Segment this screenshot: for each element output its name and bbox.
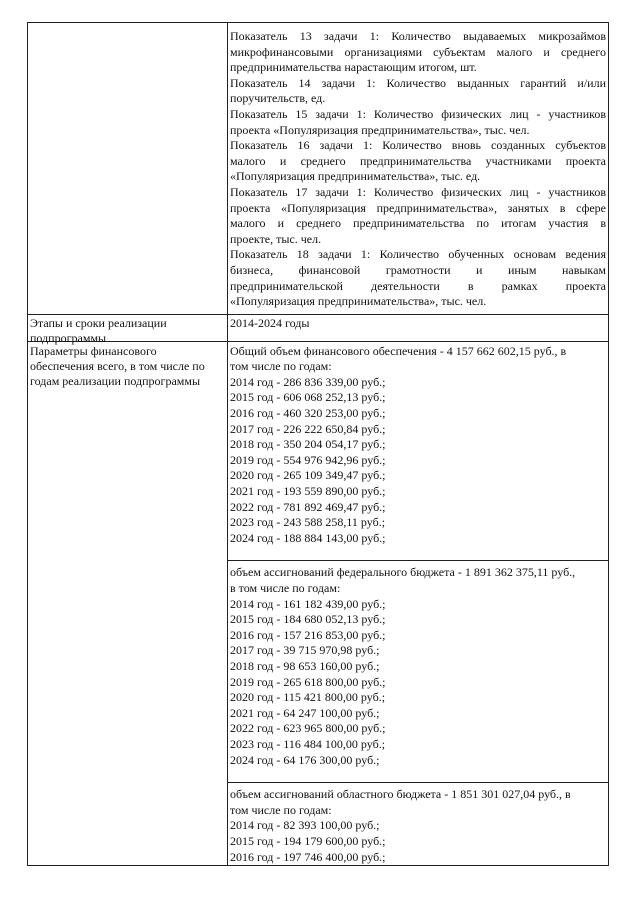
funding-year-line: 2016 год - 460 320 253,00 руб.; — [230, 406, 386, 421]
stages-label-line: подпрограммы — [30, 330, 107, 345]
stages-value: 2014-2024 годы — [230, 315, 310, 330]
indicator-line: микрофинансовыми организациями субъектам малого и среднего — [230, 44, 606, 59]
funding-block — [228, 782, 608, 865]
funding-year-line: 2022 год - 781 892 469,47 руб.; — [230, 499, 386, 514]
indicator-item — [230, 185, 606, 247]
funding-year-line: 2014 год - 286 836 339,00 руб.; — [230, 374, 386, 389]
indicator-line-last: проекта «Популяризация предпринимательства», тыс. чел. — [230, 122, 530, 137]
subprogram-passport-table — [27, 22, 609, 866]
indicator-line: Показатель 14 задачи 1: Количество выданных гарантий и/или — [230, 75, 606, 90]
funding-block — [228, 560, 608, 782]
funding-label-cell — [28, 342, 228, 865]
indicator-line: Показатель 18 задачи 1: Количество обученных основам ведения — [230, 247, 606, 262]
funding-year-line: 2015 год - 184 680 052,13 руб.; — [230, 612, 386, 627]
funding-year-line: 2023 год - 116 484 100,00 руб.; — [230, 736, 386, 751]
indicator-line-last: «Популяризация предпринимательства», тыс. чел. — [230, 294, 487, 309]
indicator-item — [230, 76, 606, 107]
indicator-line: Показатель 16 задачи 1: Количество вновь созданных субъектов — [230, 138, 606, 153]
indicator-item — [230, 247, 606, 309]
funding-label-line: годам реализации подпрограммы — [30, 373, 201, 388]
indicator-line: проекта «Популяризация предпринимательства», занятых в сфере — [230, 200, 606, 215]
funding-year-line: 2020 год - 265 109 349,47 руб.; — [230, 468, 386, 483]
funding-year-line: 2017 год - 226 222 650,84 руб.; — [230, 421, 386, 436]
funding-year-line: 2017 год - 39 715 970,98 руб.; — [230, 643, 380, 658]
funding-year-line: 2024 год - 188 884 143,00 руб.; — [230, 530, 386, 545]
indicator-line: Показатель 15 задачи 1: Количество физических лиц - участников — [230, 106, 606, 121]
indicator-line: бизнеса, финансовой грамотности и иным навыкам — [230, 262, 606, 277]
funding-label-line: Параметры финансового — [30, 343, 157, 358]
funding-block — [228, 342, 608, 561]
funding-block-heading: том числе по годам: — [230, 802, 332, 817]
indicator-item — [230, 29, 606, 76]
funding-year-line: 2021 год - 64 247 100,00 руб.; — [230, 705, 380, 720]
funding-year-line: 2015 год - 194 179 600,00 руб.; — [230, 833, 386, 848]
funding-row — [28, 341, 608, 865]
indicator-line-last: «Популяризация предпринимательства», тыс. ед. — [230, 169, 481, 184]
stages-value-cell — [228, 315, 608, 341]
funding-year-line: 2022 год - 623 965 800,00 руб.; — [230, 721, 386, 736]
indicator-line: Показатель 17 задачи 1: Количество физических лиц - участников — [230, 184, 606, 199]
funding-year-line: 2014 год - 161 182 439,00 руб.; — [230, 596, 386, 611]
funding-year-line: 2023 год - 243 588 258,11 руб.; — [230, 515, 386, 530]
funding-year-line: 2016 год - 157 216 853,00 руб.; — [230, 627, 386, 642]
indicator-line: малого и среднего предпринимательства по итогам участия в — [230, 216, 606, 231]
funding-year-line: 2020 год - 115 421 800,00 руб.; — [230, 690, 386, 705]
indicator-line: Показатель 13 задачи 1: Количество выдаваемых микрозаймов — [230, 29, 606, 43]
indicator-line-last: предпринимательства нарастающим итогом, шт. — [230, 60, 477, 75]
indicators-row — [28, 23, 608, 314]
indicator-line-last: поручительств, ед. — [230, 91, 326, 106]
funding-block-heading: объем ассигнований федерального бюджета - 1 891 362 375,11 руб., — [230, 565, 576, 580]
funding-block-heading: том числе по годам: — [230, 359, 332, 374]
stages-row — [28, 314, 608, 345]
indicator-line-last: проекте, тыс. чел. — [230, 231, 322, 246]
stages-label-line: Этапы и сроки реализации — [30, 315, 167, 330]
funding-label-line: обеспечения всего, в том числе по — [30, 358, 205, 373]
funding-block-heading: объем ассигнований областного бюджета - 1 851 301 027,04 руб., в — [230, 787, 571, 802]
indicator-line: малого и среднего предпринимательства участниками проекта — [230, 153, 606, 168]
funding-year-line: 2021 год - 193 559 890,00 руб.; — [230, 484, 386, 499]
indicators-cell — [228, 23, 608, 314]
indicator-item — [230, 107, 606, 138]
funding-block-heading: Общий объем финансового обеспечения - 4 157 662 602,15 руб., в — [230, 343, 567, 358]
indicators-label-cell — [28, 23, 228, 314]
funding-year-line: 2018 год - 350 204 054,17 руб.; — [230, 437, 386, 452]
funding-value-cell — [228, 342, 608, 865]
indicator-line: предпринимательской деятельности в рамках проекта — [230, 278, 606, 293]
stages-label-cell — [28, 315, 228, 345]
funding-year-line: 2018 год - 98 653 160,00 руб.; — [230, 658, 380, 673]
funding-year-line: 2014 год - 82 393 100,00 руб.; — [230, 818, 380, 833]
funding-year-line: 2019 год - 554 976 942,96 руб.; — [230, 452, 386, 467]
funding-year-line: 2015 год - 606 068 252,13 руб.; — [230, 390, 386, 405]
indicator-item — [230, 138, 606, 185]
funding-year-line: 2016 год - 197 746 400,00 руб.; — [230, 849, 386, 864]
funding-year-line: 2019 год - 265 618 800,00 руб.; — [230, 674, 386, 689]
funding-year-line: 2024 год - 64 176 300,00 руб.; — [230, 752, 380, 767]
funding-block-heading: в том числе по годам: — [230, 581, 341, 595]
